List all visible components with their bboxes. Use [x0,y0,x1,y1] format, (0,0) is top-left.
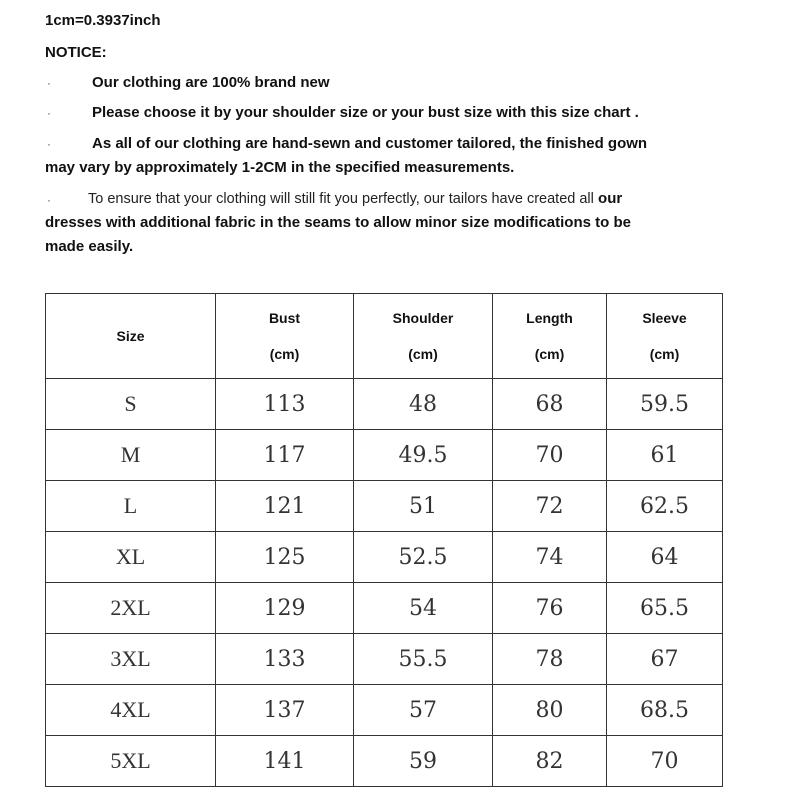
bullet: · [47,106,51,120]
cell-sleeve: 67 [607,634,723,685]
cell-sleeve: 68.5 [607,685,723,736]
cell-size: L [46,481,216,532]
bullet: · [47,193,51,207]
cell-length: 76 [493,583,607,634]
cell-size: M [46,430,216,481]
notice-4-text: To ensure that your clothing will still fit you perfectly, our tailors have created all [88,191,594,207]
table-header-row [46,294,723,379]
bullet: · [47,137,51,151]
header-label: Bust [268,310,301,326]
header-unit: (cm) [534,346,565,362]
cell-size: 2XL [46,583,216,634]
cell-bust: 129 [216,583,354,634]
cell-bust: 113 [216,379,354,430]
cell-bust: 141 [216,736,354,787]
cell-shoulder: 49.5 [354,430,493,481]
cell-length: 82 [493,736,607,787]
header-bust [216,294,354,379]
table-row [46,583,723,634]
notice-3: As all of our clothing are hand-sewn and customer tailored, the finished gown [92,135,648,152]
cell-length: 74 [493,532,607,583]
cell-length: 80 [493,685,607,736]
header-label: Sleeve [642,310,687,326]
cell-sleeve: 65.5 [607,583,723,634]
cell-shoulder: 52.5 [354,532,493,583]
cell-bust: 125 [216,532,354,583]
header-label: Shoulder [392,310,454,326]
cell-shoulder: 59 [354,736,493,787]
conversion-note: 1cm=0.3937inch [45,12,161,29]
cell-shoulder: 51 [354,481,493,532]
cell-shoulder: 48 [354,379,493,430]
header-label: Length [526,310,573,326]
cell-size: XL [46,532,216,583]
notice-2: Please choose it by your shoulder size or your bust size with this size chart . [92,104,639,121]
notice-4-cont: dresses with additional fabric in the seams to allow minor size modifications to be [45,214,631,231]
cell-shoulder: 54 [354,583,493,634]
notice-1: Our clothing are 100% brand new [92,74,330,91]
cell-bust: 117 [216,430,354,481]
table-row [46,685,723,736]
cell-length: 70 [493,430,607,481]
cell-sleeve: 70 [607,736,723,787]
table-row [46,736,723,787]
notice-4-end-line: made easily. [45,238,134,255]
cell-sleeve: 64 [607,532,723,583]
table-row [46,379,723,430]
bullet: · [47,76,51,90]
header-unit: (cm) [408,346,438,362]
table-row [46,532,723,583]
notice-title: NOTICE: [45,44,107,61]
cell-sleeve: 61 [607,430,723,481]
cell-size: S [46,379,216,430]
cell-shoulder: 55.5 [354,634,493,685]
header-sleeve [607,294,723,379]
cell-bust: 121 [216,481,354,532]
size-chart-table [45,293,723,787]
cell-bust: 137 [216,685,354,736]
cell-length: 78 [493,634,607,685]
header-size [46,294,216,379]
table-row [46,430,723,481]
header-shoulder [354,294,493,379]
notice-4-end: our [598,190,623,207]
cell-bust: 133 [216,634,354,685]
cell-size: 3XL [46,634,216,685]
cell-sleeve: 62.5 [607,481,723,532]
notice-4 [88,190,622,207]
cell-shoulder: 57 [354,685,493,736]
table-row [46,634,723,685]
header-length [493,294,607,379]
header-unit: (cm) [649,346,680,362]
cell-size: 5XL [46,736,216,787]
notice-3-cont: may vary by approximately 1-2CM in the specified measurements. [45,159,515,176]
header-unit: (cm) [269,346,300,362]
cell-length: 68 [493,379,607,430]
cell-size: 4XL [46,685,216,736]
table-row [46,481,723,532]
header-label: Size [116,328,145,344]
cell-length: 72 [493,481,607,532]
cell-sleeve: 59.5 [607,379,723,430]
